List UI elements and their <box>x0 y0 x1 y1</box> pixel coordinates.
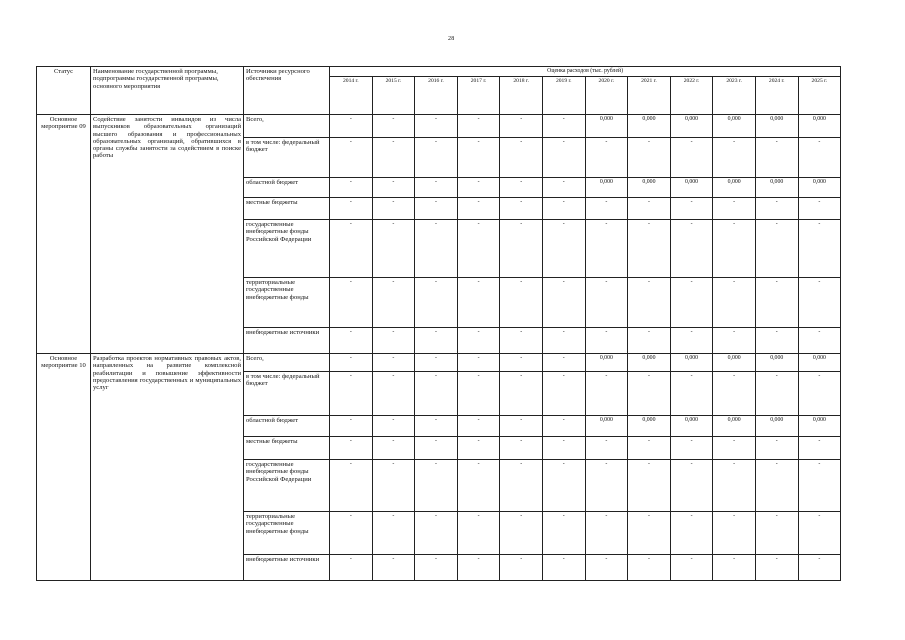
cost-value: - <box>670 372 713 416</box>
cost-value: - <box>500 198 543 220</box>
cost-value: 0,000 <box>628 354 671 372</box>
cost-value: - <box>330 354 373 372</box>
cost-value: - <box>457 416 500 437</box>
funding-source: местные бюджеты <box>244 198 330 220</box>
cost-value: - <box>542 328 585 354</box>
cost-value: 0,000 <box>713 115 756 138</box>
cost-value: - <box>798 460 841 512</box>
cost-value: - <box>372 220 415 278</box>
cost-value: - <box>542 555 585 581</box>
cost-value: 0,000 <box>713 416 756 437</box>
cost-value: - <box>542 416 585 437</box>
cost-value: - <box>500 372 543 416</box>
cost-value: - <box>372 460 415 512</box>
budget-table <box>36 66 841 581</box>
cost-value: - <box>457 220 500 278</box>
cost-value: - <box>330 416 373 437</box>
header-cost-group: Оценка расходов (тыс. рублей) <box>330 67 841 77</box>
cost-value: - <box>372 354 415 372</box>
cost-value: - <box>542 115 585 138</box>
cost-value: - <box>415 178 458 198</box>
cost-value: - <box>755 138 798 178</box>
cost-value: - <box>585 138 628 178</box>
cost-value: - <box>457 354 500 372</box>
cost-value: - <box>372 328 415 354</box>
cost-value: - <box>330 115 373 138</box>
cost-value: - <box>542 372 585 416</box>
cost-value: 0,000 <box>670 115 713 138</box>
cost-value: - <box>755 460 798 512</box>
cost-value: - <box>372 115 415 138</box>
cost-value: - <box>755 278 798 328</box>
cost-value: - <box>713 460 756 512</box>
cost-value: - <box>798 138 841 178</box>
cost-value: - <box>372 138 415 178</box>
cost-value: - <box>585 437 628 460</box>
cost-value: - <box>457 278 500 328</box>
cost-value: - <box>585 555 628 581</box>
cost-value: 0,000 <box>713 178 756 198</box>
cost-value: - <box>542 178 585 198</box>
cost-value: - <box>415 220 458 278</box>
cost-value: - <box>330 328 373 354</box>
cost-value: - <box>670 328 713 354</box>
cost-value: - <box>798 437 841 460</box>
cost-value: - <box>585 328 628 354</box>
cost-value: 0,000 <box>755 416 798 437</box>
cost-value: - <box>542 220 585 278</box>
table-row <box>37 115 841 138</box>
cost-value: - <box>628 372 671 416</box>
cost-value: - <box>500 460 543 512</box>
cost-value: - <box>628 198 671 220</box>
cost-value: - <box>585 220 628 278</box>
cost-value: - <box>330 220 373 278</box>
activity-status: Основное мероприятие 10 <box>37 354 91 581</box>
cost-value: - <box>542 354 585 372</box>
cost-value: - <box>500 416 543 437</box>
cost-value: 0,000 <box>670 354 713 372</box>
cost-value: - <box>457 460 500 512</box>
funding-source: территориальные государственные внебюджетные фонды <box>244 278 330 328</box>
cost-value: - <box>713 138 756 178</box>
cost-value: - <box>755 555 798 581</box>
cost-value: 0,000 <box>670 178 713 198</box>
cost-value: - <box>457 178 500 198</box>
cost-value: - <box>670 278 713 328</box>
cost-value: - <box>670 555 713 581</box>
cost-value: - <box>713 437 756 460</box>
cost-value: 0,000 <box>755 115 798 138</box>
cost-value: - <box>755 220 798 278</box>
cost-value: 0,000 <box>798 354 841 372</box>
funding-source: областной бюджет <box>244 178 330 198</box>
cost-value: - <box>670 220 713 278</box>
funding-source: государственные внебюджетные фонды Российской Федерации <box>244 220 330 278</box>
funding-source: в том числе: федеральный бюджет <box>244 372 330 416</box>
cost-value: - <box>755 512 798 555</box>
cost-value: - <box>330 198 373 220</box>
cost-value: - <box>415 115 458 138</box>
cost-value: - <box>330 138 373 178</box>
cost-value: - <box>457 328 500 354</box>
activity-description: Разработка проектов нормативных правовых актов, направленных на развитие комплексной реабилитации и повышение эффективности предоставления государственных и муниципальных услуг <box>91 354 244 581</box>
activity-status: Основное мероприятие 09 <box>37 115 91 354</box>
cost-value: - <box>670 512 713 555</box>
funding-source: внебюджетные источники <box>244 328 330 354</box>
funding-source: Всего, <box>244 115 330 138</box>
cost-value: - <box>330 372 373 416</box>
funding-source: государственные внебюджетные фонды Российской Федерации <box>244 460 330 512</box>
cost-value: - <box>713 198 756 220</box>
cost-value: - <box>542 460 585 512</box>
cost-value: 0,000 <box>755 178 798 198</box>
funding-source: в том числе: федеральный бюджет <box>244 138 330 178</box>
cost-value: 0,000 <box>628 115 671 138</box>
cost-value: - <box>713 220 756 278</box>
cost-value: - <box>628 220 671 278</box>
cost-value: - <box>628 555 671 581</box>
cost-value: - <box>628 278 671 328</box>
cost-value: - <box>330 178 373 198</box>
table-row <box>37 354 841 372</box>
cost-value: - <box>628 138 671 178</box>
cost-value: - <box>330 460 373 512</box>
cost-value: 0,000 <box>585 416 628 437</box>
cost-value: - <box>500 278 543 328</box>
cost-value: 0,000 <box>713 354 756 372</box>
header-year: 2025 г. <box>798 77 841 115</box>
cost-value: 0,000 <box>585 178 628 198</box>
cost-value: - <box>415 512 458 555</box>
cost-value: - <box>585 512 628 555</box>
cost-value: - <box>628 460 671 512</box>
cost-value: - <box>372 512 415 555</box>
activity-description: Содействие занятости инвалидов из числа выпускников образовательных организаций высшего образования и профессиональных образовательных организаций, обратившихся в органы службы занятости за содействием в поиске работы <box>91 115 244 354</box>
cost-value: - <box>585 198 628 220</box>
cost-value: - <box>500 437 543 460</box>
cost-value: - <box>415 437 458 460</box>
cost-value: - <box>457 115 500 138</box>
cost-value: - <box>372 416 415 437</box>
cost-value: - <box>330 278 373 328</box>
cost-value: - <box>713 512 756 555</box>
cost-value: - <box>542 512 585 555</box>
cost-value: - <box>713 278 756 328</box>
funding-source: Всего, <box>244 354 330 372</box>
cost-value: - <box>500 115 543 138</box>
header-year: 2015 г. <box>372 77 415 115</box>
cost-value: - <box>457 198 500 220</box>
cost-value: - <box>457 372 500 416</box>
header-year: 2023 г. <box>713 77 756 115</box>
cost-value: - <box>500 354 543 372</box>
header-name: Наименование государственной программы, подпрограммы государственной программы, основного мероприятия <box>91 67 244 115</box>
cost-value: - <box>798 198 841 220</box>
header-year: 2021 г. <box>628 77 671 115</box>
header-year: 2017 г. <box>457 77 500 115</box>
header-year: 2024 г. <box>755 77 798 115</box>
cost-value: - <box>330 512 373 555</box>
cost-value: - <box>713 555 756 581</box>
cost-value: - <box>500 178 543 198</box>
cost-value: - <box>330 437 373 460</box>
cost-value: - <box>372 198 415 220</box>
cost-value: - <box>415 416 458 437</box>
cost-value: - <box>500 555 543 581</box>
cost-value: - <box>457 512 500 555</box>
header-year: 2019 г. <box>542 77 585 115</box>
cost-value: - <box>755 198 798 220</box>
cost-value: - <box>457 437 500 460</box>
cost-value: - <box>585 278 628 328</box>
cost-value: - <box>798 328 841 354</box>
cost-value: - <box>415 460 458 512</box>
cost-value: - <box>798 220 841 278</box>
cost-value: - <box>798 555 841 581</box>
cost-value: - <box>457 555 500 581</box>
cost-value: - <box>500 328 543 354</box>
cost-value: 0,000 <box>798 416 841 437</box>
cost-value: - <box>372 372 415 416</box>
cost-value: 0,000 <box>798 178 841 198</box>
cost-value: - <box>628 437 671 460</box>
cost-value: - <box>670 460 713 512</box>
cost-value: - <box>542 278 585 328</box>
cost-value: - <box>798 512 841 555</box>
cost-value: - <box>542 138 585 178</box>
cost-value: - <box>500 512 543 555</box>
cost-value: - <box>585 372 628 416</box>
header-status: Статус <box>37 67 91 115</box>
cost-value: - <box>628 512 671 555</box>
cost-value: - <box>628 328 671 354</box>
header-year: 2016 г. <box>415 77 458 115</box>
cost-value: - <box>415 278 458 328</box>
header-year: 2018 г. <box>500 77 543 115</box>
cost-value: - <box>798 278 841 328</box>
funding-source: областной бюджет <box>244 416 330 437</box>
cost-value: - <box>415 372 458 416</box>
cost-value: - <box>500 220 543 278</box>
funding-source: внебюджетные источники <box>244 555 330 581</box>
cost-value: - <box>713 372 756 416</box>
cost-value: 0,000 <box>628 416 671 437</box>
funding-source: территориальные государственные внебюджетные фонды <box>244 512 330 555</box>
cost-value: - <box>755 437 798 460</box>
header-year: 2022 г. <box>670 77 713 115</box>
cost-value: - <box>755 372 798 416</box>
funding-source: местные бюджеты <box>244 437 330 460</box>
cost-value: 0,000 <box>755 354 798 372</box>
cost-value: 0,000 <box>798 115 841 138</box>
cost-value: 0,000 <box>628 178 671 198</box>
cost-value: - <box>330 555 373 581</box>
cost-value: - <box>415 138 458 178</box>
header-sources: Источники ресурсного обеспечения <box>244 67 330 115</box>
cost-value: 0,000 <box>585 115 628 138</box>
cost-value: - <box>670 198 713 220</box>
cost-value: 0,000 <box>670 416 713 437</box>
cost-value: - <box>415 328 458 354</box>
cost-value: - <box>372 555 415 581</box>
cost-value: - <box>415 354 458 372</box>
cost-value: - <box>798 372 841 416</box>
cost-value: - <box>372 178 415 198</box>
cost-value: - <box>415 555 458 581</box>
cost-value: - <box>713 328 756 354</box>
cost-value: - <box>542 437 585 460</box>
header-year: 2020 г. <box>585 77 628 115</box>
cost-value: - <box>670 138 713 178</box>
cost-value: - <box>585 460 628 512</box>
cost-value: - <box>372 278 415 328</box>
cost-value: - <box>755 328 798 354</box>
cost-value: - <box>457 138 500 178</box>
cost-value: 0,000 <box>585 354 628 372</box>
page-number: 28 <box>448 36 455 42</box>
cost-value: - <box>415 198 458 220</box>
header-year: 2014 г. <box>330 77 373 115</box>
cost-value: - <box>670 437 713 460</box>
cost-value: - <box>500 138 543 178</box>
cost-value: - <box>372 437 415 460</box>
cost-value: - <box>542 198 585 220</box>
